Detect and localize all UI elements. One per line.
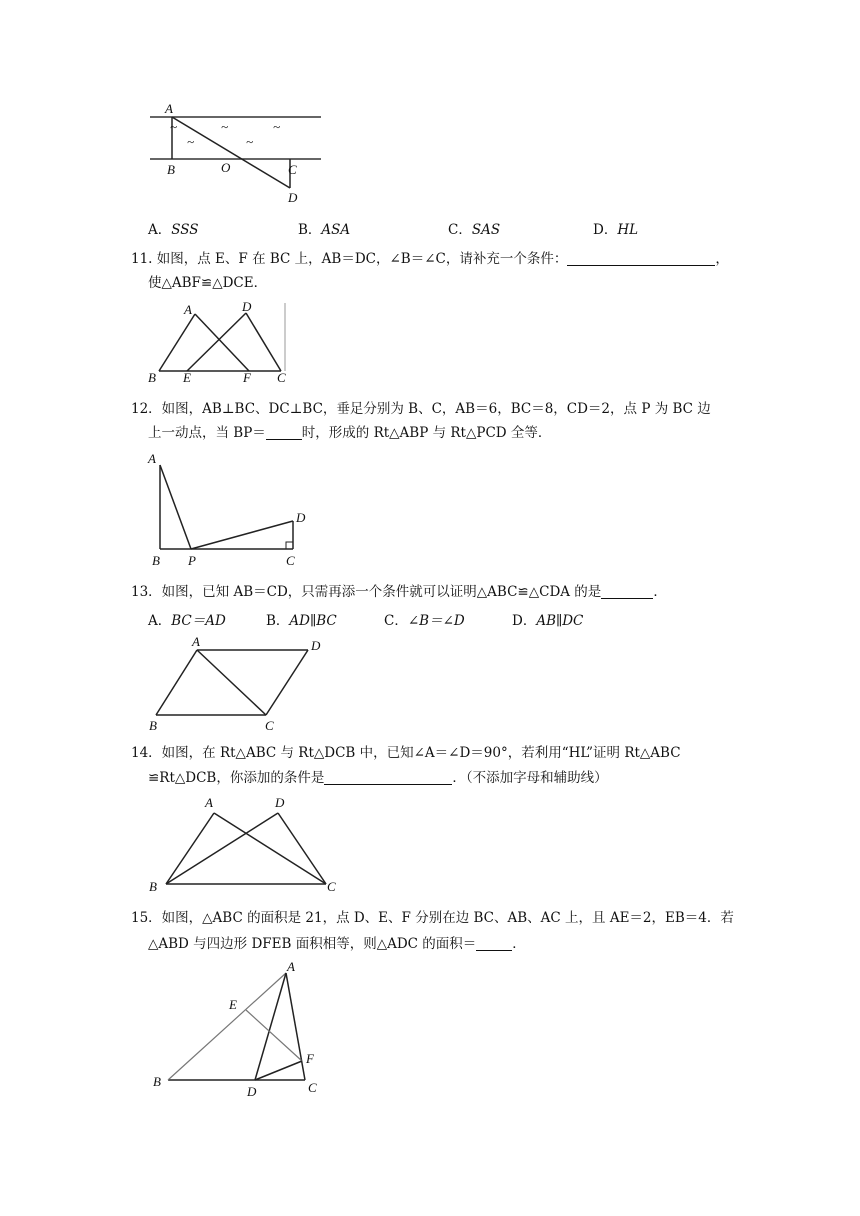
- q12-label-a: A: [148, 451, 156, 466]
- q13-option-a[interactable]: A．BC＝AD: [148, 613, 226, 629]
- q12-label-d: D: [296, 510, 306, 525]
- q10-option-b[interactable]: B．ASA: [298, 222, 351, 238]
- q11-label-e: E: [183, 370, 191, 385]
- q10-wave-mark: ~: [221, 119, 229, 134]
- q15-line2: △ABD 与四边形 DFEB 面积相等，则△ADC 的面积＝ ．: [148, 936, 526, 952]
- q11-line2: 使△ABF≌△DCE．: [148, 275, 268, 291]
- q10-label-o: O: [221, 160, 231, 175]
- q14-label-d: D: [275, 795, 285, 810]
- q12-label-b: B: [152, 553, 160, 568]
- q10-label-d: D: [288, 190, 298, 205]
- q14-line1: 14．如图，在 Rt△ABC 与 Rt△DCB 中，已知∠A＝∠D＝90°，若利用“HL”证明 Rt△ABC: [131, 745, 681, 761]
- q13-line1: 13．如图，已知 AB＝CD，只需再添一个条件就可以证明△ABC≌△CDA 的是 ．: [131, 584, 667, 600]
- q12-line2: 上一动点，当 BP＝ 时，形成的 Rt△ABP 与 Rt△PCD 全等．: [148, 425, 552, 441]
- q14-line2: ≌Rt△DCB，你添加的条件是 ．（不添加字母和辅助线）: [148, 770, 608, 786]
- q14-label-c: C: [327, 879, 336, 894]
- q10-wave-mark: ~: [170, 119, 178, 134]
- q10-label-c: C: [288, 162, 297, 177]
- q14-figure: [145, 792, 345, 894]
- q10-wave-mark: ~: [273, 119, 281, 134]
- q13-figure: [145, 632, 335, 734]
- q15-label-a: A: [287, 959, 295, 974]
- q15-label-e: E: [229, 997, 237, 1012]
- q11-line1: 11. 如图，点 E、F 在 BC 上，AB＝DC，∠B＝∠C，请补充一个条件： ，: [131, 251, 729, 267]
- q12-label-c: C: [286, 553, 295, 568]
- q10-label-b: B: [167, 162, 175, 177]
- q13-option-b[interactable]: B．AD∥BC: [266, 613, 337, 629]
- q15-label-b: B: [153, 1074, 161, 1089]
- q15-label-f: F: [306, 1051, 314, 1066]
- q11-label-a: A: [184, 302, 192, 317]
- q10-option-d[interactable]: D．HL: [593, 222, 639, 238]
- q13-answer-blank[interactable]: [601, 584, 653, 599]
- q15-figure: [145, 955, 335, 1100]
- q10-wave-mark: ~: [246, 134, 254, 149]
- q10-wave-mark: ~: [187, 134, 195, 149]
- q11-answer-blank[interactable]: [567, 251, 715, 266]
- q13-option-c[interactable]: C．∠B＝∠D: [384, 613, 465, 629]
- q12-answer-blank[interactable]: [266, 425, 302, 440]
- q13-label-b: B: [149, 718, 157, 733]
- q15-label-d: D: [247, 1084, 257, 1099]
- q12-figure: [145, 450, 315, 570]
- q11-label-d: D: [242, 299, 252, 314]
- q10-label-a: A: [165, 101, 173, 116]
- q14-label-a: A: [205, 795, 213, 810]
- q15-line1: 15．如图，△ABC 的面积是 21，点 D、E、F 分别在边 BC、AB、AC 上，且 AE＝2，EB＝4．若: [131, 910, 734, 926]
- q11-label-f: F: [243, 370, 251, 385]
- q13-label-a: A: [192, 634, 200, 649]
- q11-label-b: B: [148, 370, 156, 385]
- q14-label-b: B: [149, 879, 157, 894]
- q11-label-c: C: [277, 370, 286, 385]
- q13-label-c: C: [265, 718, 274, 733]
- q13-option-d[interactable]: D．AB∥DC: [512, 613, 584, 629]
- q15-answer-blank[interactable]: [476, 936, 512, 951]
- q12-label-p: P: [188, 553, 196, 568]
- q13-label-d: D: [311, 638, 321, 653]
- q10-figure: [145, 100, 335, 210]
- q10-option-c[interactable]: C．SAS: [448, 222, 501, 238]
- q12-line1: 12．如图，AB⊥BC、DC⊥BC，垂足分别为 B、C，AB＝6，BC＝8，CD＝2，点 P 为 BC 边: [131, 401, 711, 417]
- q11-figure: [145, 298, 295, 388]
- q15-label-c: C: [308, 1080, 317, 1095]
- q14-answer-blank[interactable]: [324, 770, 452, 785]
- q10-option-a[interactable]: A．SSS: [148, 222, 199, 238]
